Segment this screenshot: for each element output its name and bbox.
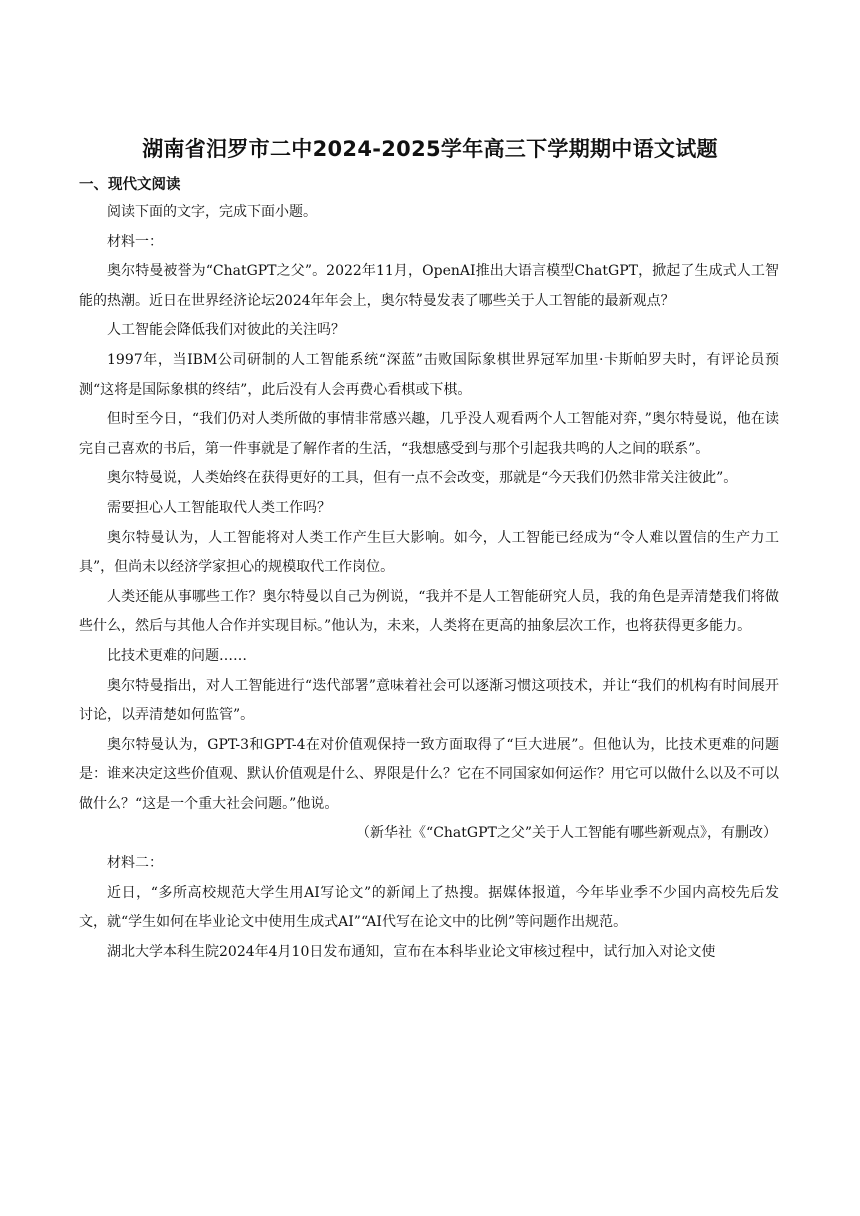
material-label: 材料二： — [107, 855, 163, 872]
instruction-paragraph: 阅读下面的文字，完成下面小题。 — [107, 204, 317, 220]
body-paragraph: 但时至今日，“我们仍对人类所做的事情非常感兴趣，几乎没人观看两个人工智能对弈，”奥尔特曼说，他在读完自己喜欢的书后，第一件事就是了解作者的生活，“我想感受到与那个引起我共鸣的人之间的联系”。 — [79, 411, 779, 457]
body-paragraph: 近日，“多所高校规范大学生用AI写论文”的新闻上了热搜。据媒体报道，今年毕业季不少国内高校先后发文，就“学生如何在毕业论文中使用生成式AI”“AI代写在论文中的比例”等问题作出规范。 — [79, 884, 779, 931]
subheading-paragraph: 人工智能会降低我们对彼此的关注吗？ — [107, 322, 345, 339]
material-label: 材料一： — [107, 233, 163, 250]
section-heading: 一、现代文阅读 — [79, 177, 181, 193]
article-body — [79, 198, 779, 967]
source-citation: （新华社《“ChatGPT之父”关于人工智能有哪些新观点》，有删改） — [356, 825, 777, 842]
subheading-paragraph: 需要担心人工智能取代人类工作吗？ — [107, 499, 331, 516]
body-paragraph: 1997年，当IBM公司研制的人工智能系统“深蓝”击败国际象棋世界冠军加里·卡斯帕罗夫时，有评论员预测“这将是国际象棋的终结”，此后没有人会再费心看棋或下棋。 — [79, 351, 779, 398]
body-paragraph: 奥尔特曼认为，人工智能将对人类工作产生巨大影响。如今，人工智能已经成为“令人难以置信的生产力工具”，但尚未以经济学家担心的规模取代工作岗位。 — [79, 529, 779, 576]
page-title: 湖南省汨罗市二中2024-2025学年高三下学期期中语文试题 — [142, 137, 718, 161]
subheading-paragraph: 比技术更难的问题…… — [107, 647, 247, 664]
body-paragraph: 奥尔特曼指出，对人工智能进行“迭代部署”意味着社会可以逐渐习惯这项技术，并让“我们的机构有时间展开讨论，以弄清楚如何监管”。 — [79, 677, 779, 724]
body-paragraph: 奥尔特曼说，人类始终在获得更好的工具，但有一点不会改变，那就是“今天我们仍然非常关注彼此”。 — [107, 470, 738, 487]
body-paragraph: 奥尔特曼被誉为“ChatGPT之父”。2022年11月，OpenAI推出大语言模型ChatGPT，掀起了生成式人工智能的热潮。近日在世界经济论坛2024年年会上，奥尔特曼发表了哪些关于人工智能的最新观点？ — [79, 263, 779, 309]
body-paragraph: 人类还能从事哪些工作？奥尔特曼以自己为例说，“我并不是人工智能研究人员，我的角色是弄清楚我们将做些什么，然后与其他人合作并实现目标。”他认为，未来，人类将在更高的抽象层次工作，也将获得更多能力。 — [79, 588, 779, 635]
body-paragraph: 湖北大学本科生院2024年4月10日发布通知，宣布在本科毕业论文审核过程中，试行加入对论文使 — [107, 943, 716, 960]
body-paragraph: 奥尔特曼认为，GPT-3和GPT-4在对价值观保持一致方面取得了“巨大进展”。但他认为，比技术更难的问题是：谁来决定这些价值观、默认价值观是什么、界限是什么？它在不同国家如何运作？用它可以做什么以及不可以做什么？“这是一个重大社会问题。”他说。 — [79, 736, 779, 812]
